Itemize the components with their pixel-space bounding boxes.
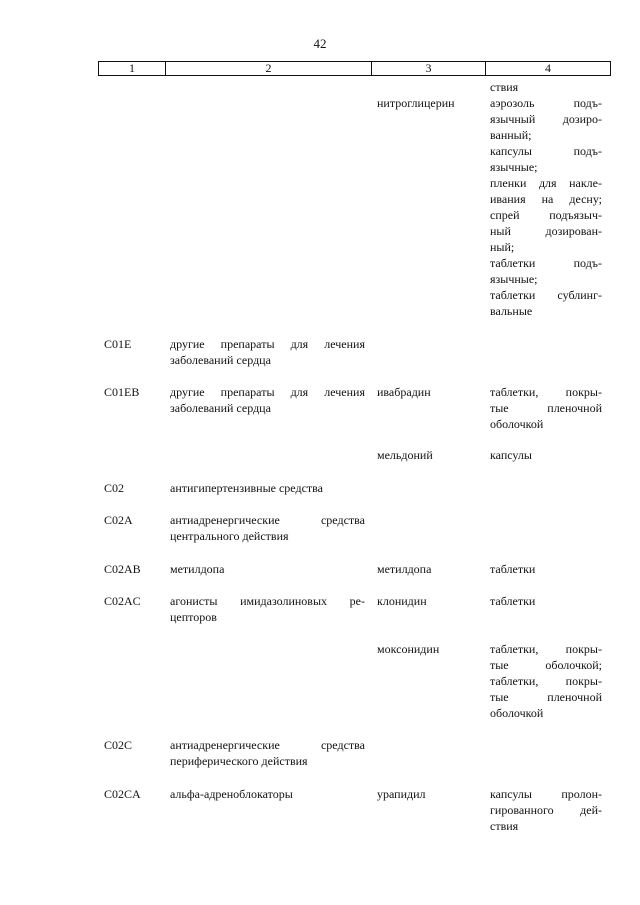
- anatomical-group-line: центрального действия: [170, 529, 289, 543]
- anatomical-group-line: цепторов: [170, 610, 217, 624]
- anatomical-group: [170, 593, 365, 625]
- dosage-forms-line: язычные;: [490, 160, 538, 174]
- dosage-forms-line: таблетки сублинг-: [490, 288, 602, 302]
- anatomical-group-line: антигипертензивные средства: [170, 481, 323, 495]
- medicinal-substance: ивабрадин: [377, 385, 431, 399]
- anatomical-group: [170, 480, 365, 496]
- medicinal-substance: моксонидин: [377, 642, 440, 656]
- dosage-forms-line: язычный дозиро-: [490, 112, 602, 126]
- header-col-4: 4: [545, 61, 551, 75]
- dosage-forms-line: таблетки: [490, 562, 536, 576]
- medicinal-substance: клонидин: [377, 594, 427, 608]
- medicinal-substance: урапидил: [377, 787, 426, 801]
- atc-code: C02C: [104, 738, 133, 752]
- dosage-forms: [490, 95, 602, 319]
- table-header: [98, 61, 611, 76]
- dosage-forms-line: таблетки подъ-: [490, 256, 602, 270]
- dosage-forms: [490, 384, 602, 432]
- atc-code: C02: [104, 481, 125, 495]
- dosage-forms: [490, 79, 602, 95]
- dosage-forms-line: ствия: [490, 819, 519, 833]
- atc-code: C02A: [104, 513, 133, 527]
- dosage-forms-line: гированного дей-: [490, 803, 602, 817]
- dosage-forms-line: пленки для накле-: [490, 176, 602, 190]
- dosage-forms-line: ный;: [490, 240, 515, 254]
- dosage-forms-line: тые оболочкой;: [490, 658, 602, 672]
- dosage-forms-line: таблетки, покры-: [490, 674, 602, 688]
- dosage-forms-line: оболочкой: [490, 706, 544, 720]
- dosage-forms: [490, 641, 602, 721]
- anatomical-group-line: агонисты имидазолиновых ре-: [170, 594, 365, 608]
- header-col-3: 3: [425, 61, 432, 75]
- anatomical-group-line: антиадренергические средства: [170, 513, 365, 527]
- anatomical-group: [170, 786, 365, 802]
- atc-code: C01E: [104, 337, 132, 351]
- anatomical-group-line: антиадренергические средства: [170, 738, 365, 752]
- atc-code: C02CA: [104, 787, 141, 801]
- anatomical-group-line: метилдопа: [170, 562, 225, 576]
- anatomical-group-line: другие препараты для лечения: [170, 337, 365, 351]
- dosage-forms: [490, 786, 602, 834]
- anatomical-group-line: заболеваний сердца: [170, 401, 271, 415]
- dosage-forms-line: таблетки: [490, 594, 536, 608]
- medicinal-substance: метилдопа: [377, 562, 432, 576]
- dosage-forms-line: ивания на десну;: [490, 192, 602, 206]
- dosage-forms-line: капсулы подъ-: [490, 144, 602, 158]
- dosage-forms-line: тые пленочной: [490, 401, 602, 415]
- header-col-1: 1: [129, 61, 135, 75]
- dosage-forms-line: таблетки, покры-: [490, 642, 602, 656]
- header-col-2: 2: [265, 61, 272, 75]
- atc-code: C02AC: [104, 594, 141, 608]
- dosage-forms-line: тые пленочной: [490, 690, 602, 704]
- dosage-forms-line: вальные: [490, 304, 533, 318]
- anatomical-group: [170, 384, 365, 416]
- dosage-forms-line: таблетки, покры-: [490, 385, 602, 399]
- anatomical-group-line: периферического действия: [170, 754, 308, 768]
- dosage-forms-line: язычные;: [490, 272, 538, 286]
- atc-code: C01EB: [104, 385, 140, 399]
- atc-code: C02AB: [104, 562, 141, 576]
- dosage-forms-line: оболочкой: [490, 417, 544, 431]
- dosage-forms: [490, 593, 602, 609]
- dosage-forms-line: капсулы пролон-: [490, 787, 602, 801]
- anatomical-group: [170, 737, 365, 769]
- medicinal-substance: нитроглицерин: [377, 96, 455, 110]
- anatomical-group: [170, 512, 365, 544]
- dosage-forms: [490, 561, 602, 577]
- page-number: 42: [313, 36, 327, 51]
- anatomical-group: [170, 561, 365, 577]
- dosage-forms-line: ванный;: [490, 128, 532, 142]
- anatomical-group-line: заболеваний сердца: [170, 353, 271, 367]
- dosage-forms-line: ный дозирован-: [490, 224, 602, 238]
- medicinal-substance: мельдоний: [377, 448, 433, 462]
- dosage-forms-line: капсулы: [490, 448, 532, 462]
- anatomical-group: [170, 336, 365, 368]
- anatomical-group-line: альфа-адреноблокаторы: [170, 787, 293, 801]
- dosage-forms-line: спрей подъязыч-: [490, 208, 602, 222]
- dosage-forms: [490, 447, 602, 463]
- dosage-forms-line: аэрозоль подъ-: [490, 96, 602, 110]
- dosage-forms-line: ствия: [490, 80, 519, 94]
- anatomical-group-line: другие препараты для лечения: [170, 385, 365, 399]
